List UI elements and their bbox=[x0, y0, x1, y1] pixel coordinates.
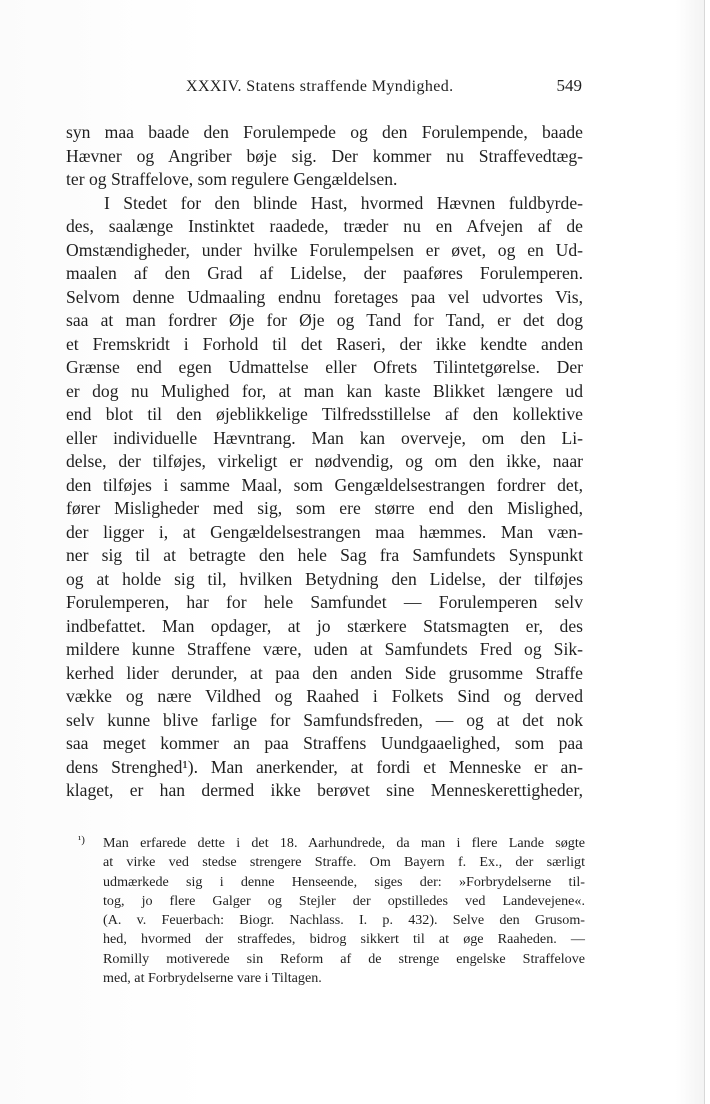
text-line: Omstændigheder, under hvilke Forulempelsen er øvet, og en Ud- bbox=[66, 239, 583, 260]
footnote-line: hed, hvormed der straffedes, bidrog sikkert til at øge Raaheden. — bbox=[103, 931, 585, 948]
text-line: et Fremskridt i Forhold til det Raseri, der ikke kendte anden bbox=[66, 333, 583, 354]
footnote-body bbox=[103, 834, 585, 988]
text-line: den tilføjes i samme Maal, som Gengældelsestrangen fordrer det, bbox=[66, 474, 583, 495]
text-line: er dog nu Mulighed for, at man kan kaste Blikket længere ud bbox=[66, 380, 583, 401]
running-head bbox=[66, 78, 582, 100]
text-line: saa at man fordrer Øje for Øje og Tand for Tand, er det dog bbox=[66, 310, 583, 330]
text-line: delse, der tilføjes, virkeligt er nødvendig, og om den ikke, naar bbox=[66, 451, 583, 471]
text-line: saa meget kommer an paa Straffens Uundgaaelighed, som paa bbox=[66, 733, 583, 753]
text-line: Selvom denne Udmaaling endnu foretages paa vel udvortes Vis, bbox=[66, 286, 583, 307]
text-line: ner sig til at betragte den hele Sag fra Samfundets Synspunkt bbox=[66, 545, 583, 565]
text-line: Grænse end egen Udmattelse eller Ofrets Tilintetgørelse. Der bbox=[66, 357, 583, 377]
text-line: mildere kunne Straffene være, uden at Samfundets Fred og Sik- bbox=[66, 639, 583, 659]
text-line: ter og Straffelove, som regulere Gengældelsen. bbox=[66, 169, 398, 189]
footnote bbox=[78, 834, 585, 988]
page-number: 549 bbox=[556, 76, 582, 95]
text-line: og at holde sig til, hvilken Betydning den Lidelse, der tilføjes bbox=[66, 568, 583, 589]
text-line: maalen af den Grad af Lidelse, der paaføres Forulemperen. bbox=[66, 263, 583, 283]
footnote-line: at virke ved stedse strengere Straffe. Om Bayern f. Ex., der særligt bbox=[103, 854, 585, 871]
text-line: klaget, er han dermed ikke berøvet sine Menneskerettigheder, bbox=[66, 780, 583, 800]
text-line: eller individuelle Hævntrang. Man kan overveje, om den Li- bbox=[66, 427, 583, 448]
text-line: indbefattet. Man opdager, at jo stærkere Statsmagten er, des bbox=[66, 615, 583, 636]
text-line: kerhed lider derunder, at paa den anden Side grusomme Straffe bbox=[66, 662, 583, 683]
paragraph bbox=[66, 192, 583, 803]
text-line: selv kunne blive farlige for Samfundsfreden, — og at det nok bbox=[66, 709, 583, 730]
running-title: XXXIV. Statens straffende Myndighed. bbox=[186, 78, 454, 95]
footnote-line: udmærkede sig i denne Henseende, siges der: »Forbrydelserne til- bbox=[103, 873, 585, 890]
footnote-line: med, at Forbrydelserne vare i Tiltagen. bbox=[103, 970, 322, 987]
paragraph bbox=[66, 121, 583, 192]
text-line: des, saalænge Instinktet raadede, træder nu en Afvejen af de bbox=[66, 216, 583, 236]
text-line: vække og nære Vildhed og Raahed i Folkets Sind og derved bbox=[66, 686, 583, 706]
text-line: fører Misligheder med sig, som ere større end den Mislighed, bbox=[66, 498, 583, 518]
text-line: end blot til den øjeblikkelige Tilfredsstillelse af den kollektive bbox=[66, 404, 583, 424]
footnote-line: Man erfarede dette i det 18. Aarhundrede, da man i flere Lande søgte bbox=[103, 835, 585, 851]
footnote-marker: ¹) bbox=[78, 834, 85, 846]
text-line: Hævner og Angriber bøje sig. Der kommer nu Straffevedtæg- bbox=[66, 145, 583, 166]
text-line: der ligger i, at Gengældelsestrangen maa hæmmes. Man væn- bbox=[66, 521, 583, 542]
text-line: Forulemperen, har for hele Samfundet — Forulemperen selv bbox=[66, 592, 583, 612]
footnote-line: Romilly motiverede sin Reform af de strenge engelske Straffelove bbox=[103, 950, 585, 967]
text-line: I Stedet for den blinde Hast, hvormed Hævnen fuldbyrde- bbox=[104, 192, 583, 213]
footnote-line: (A. v. Feuerbach: Biogr. Nachlass. I. p. 432). Selve den Grusom- bbox=[103, 912, 585, 929]
body-text bbox=[66, 121, 583, 803]
text-line: syn maa baade den Forulempede og den Forulempende, baade bbox=[66, 122, 583, 142]
footnote-line: tog, jo flere Galger og Stejler der opstilledes ved Landevejene«. bbox=[103, 892, 585, 909]
text-line: dens Strenghed¹). Man anerkender, at fordi et Menneske er an- bbox=[66, 756, 583, 777]
